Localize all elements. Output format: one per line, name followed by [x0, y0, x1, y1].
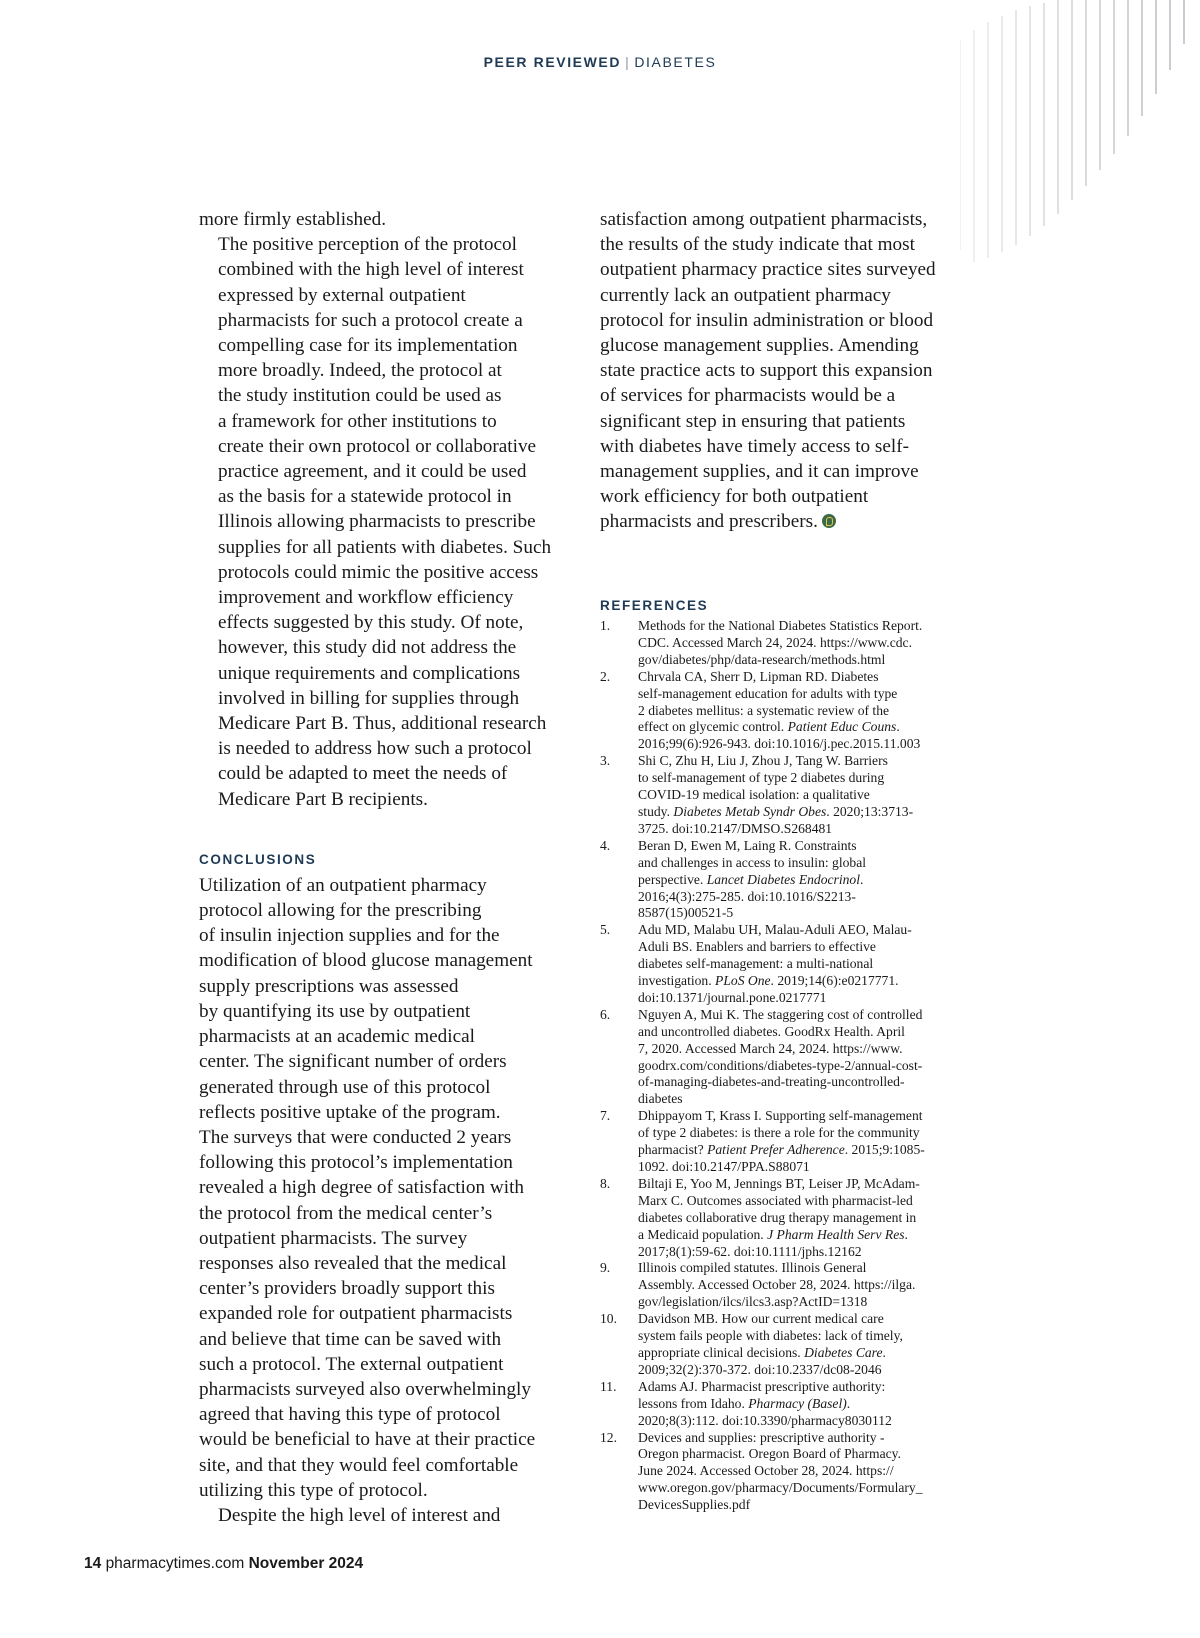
text-line: of services for pharmacists would be a [600, 385, 896, 407]
text-line: Utilization of an outpatient pharmacy [199, 874, 487, 896]
reference-line-tail: . [882, 1344, 886, 1360]
reference-line-text: Biltaji E, Yoo M, Jennings BT, Leiser JP, McAdam- [638, 1175, 920, 1191]
conclusions-paragraph-2 [199, 1503, 579, 1528]
reference-line-text: Dhippayom T, Krass I. Supporting self-management [638, 1108, 923, 1124]
text-line: such a protocol. The external outpatient [199, 1353, 504, 1375]
reference-line-text: Davidson MB. How our current medical care [638, 1311, 884, 1327]
journal-title: Pharmacy (Basel) [748, 1395, 847, 1411]
reference-line [638, 1497, 990, 1514]
journal-title: Diabetes Metab Syndr Obes [673, 803, 827, 819]
text-line: Medicare Part B recipients. [218, 788, 428, 810]
reference-line-text: CDC. Accessed March 24, 2024. https://www.cdc. [638, 634, 912, 650]
reference-line [638, 1396, 990, 1413]
reference-line-text: 2016;99(6):926-943. doi:10.1016/j.pec.2015.11.003 [638, 736, 921, 752]
text-line: modification of blood glucose management [199, 950, 533, 972]
text-line: compelling case for its implementation [218, 335, 518, 357]
text-line: management supplies, and it can improve [600, 461, 919, 483]
reference-line [638, 1091, 990, 1108]
reference-line-text: of-managing-diabetes-and-treating-uncontrolled- [638, 1074, 905, 1090]
reference-line-text: www.oregon.gov/pharmacy/Documents/Formulary_ [638, 1480, 923, 1496]
text-line: site, and that they would feel comfortable [199, 1454, 519, 1476]
reference-line [638, 1413, 990, 1430]
text-line: pharmacists at an academic medical [199, 1026, 475, 1048]
text-line: The positive perception of the protocol [218, 234, 517, 256]
text-line: by quantifying its use by outpatient [199, 1000, 471, 1022]
reference-line-text: Adu MD, Malabu UH, Malau-Aduli AEO, Malau- [638, 922, 912, 938]
reference-line [638, 905, 990, 922]
reference-item [600, 1176, 990, 1261]
reference-line [638, 922, 990, 939]
reference-item [600, 618, 990, 669]
text-line: Despite the high level of interest and [218, 1504, 501, 1526]
text-line: with diabetes have timely access to self- [600, 435, 910, 457]
reference-text [638, 922, 990, 1007]
reference-text [638, 753, 990, 838]
text-line: revealed a high degree of satisfaction with [199, 1177, 524, 1199]
header-section: PEER REVIEWED [483, 54, 622, 70]
journal-title: J Pharm Health Serv Res [767, 1226, 905, 1242]
reference-line [638, 1463, 990, 1480]
reference-line-tail: . 2019;14(6):e0217771. [770, 973, 899, 989]
text-line: work efficiency for both outpatient [600, 486, 869, 508]
reference-item [600, 753, 990, 838]
reference-line [638, 1294, 990, 1311]
references-list [600, 618, 990, 1514]
text-line: glucose management supplies. Amending [600, 335, 919, 357]
reference-line [638, 703, 990, 720]
reference-line-text: Marx C. Outcomes associated with pharmacist-led [638, 1192, 913, 1208]
text-line: the study institution could be used as [218, 385, 502, 407]
reference-line-text: diabetes [638, 1091, 683, 1107]
reference-line-text: Chrvala CA, Sherr D, Lipman RD. Diabetes [638, 668, 879, 684]
reference-number: 10. [600, 1311, 617, 1327]
text-line: center. The significant number of orders [199, 1051, 507, 1073]
reference-number: 5. [600, 922, 611, 938]
reference-number: 8. [600, 1175, 611, 1191]
reference-line-text: Aduli BS. Enablers and barriers to effective [638, 939, 876, 955]
reference-line-text: Adams AJ. Pharmacist prescriptive authority: [638, 1378, 886, 1394]
text-line: reflects positive uptake of the program. [199, 1101, 501, 1123]
text-line: satisfaction among outpatient pharmacists, [600, 209, 928, 230]
journal-title: Lancet Diabetes Endocrinol [706, 871, 860, 887]
reference-line [638, 1193, 990, 1210]
journal-title: Patient Prefer Adherence [707, 1142, 845, 1158]
text-line: utilizing this type of protocol. [199, 1479, 428, 1501]
text-line: however, this study did not address the [218, 637, 517, 659]
text-line: Medicare Part B. Thus, additional research [218, 713, 547, 735]
reference-line-text: goodrx.com/conditions/diabetes-type-2/annual-cost- [638, 1057, 923, 1073]
text-line: generated through use of this protocol [199, 1076, 491, 1098]
reference-text [638, 1108, 990, 1176]
text-line: outpatient pharmacists. The survey [199, 1227, 468, 1249]
reference-item [600, 922, 990, 1007]
reference-line [638, 1430, 990, 1447]
reference-line [638, 736, 990, 753]
reference-line-text: gov/legislation/ilcs/ilcs3.asp?ActID=1318 [638, 1294, 868, 1310]
reference-number: 6. [600, 1006, 611, 1022]
text-line: significant step in ensuring that patients [600, 410, 906, 432]
text-line: expressed by external outpatient [218, 284, 466, 306]
reference-line-text: COVID-19 medical isolation: a qualitative [638, 787, 870, 803]
reference-text [638, 1311, 990, 1379]
text-line: supplies for all patients with diabetes. Such [218, 536, 552, 558]
reference-number: 9. [600, 1260, 611, 1276]
reference-line-text: Methods for the National Diabetes Statistics Report. [638, 618, 923, 633]
reference-line-text: lessons from Idaho. [638, 1395, 749, 1411]
reference-line [638, 1227, 990, 1244]
text-line: currently lack an outpatient pharmacy [600, 284, 891, 306]
decorative-stripes [960, 0, 1200, 300]
reference-line-tail: . [846, 1395, 851, 1411]
reference-number: 12. [600, 1429, 617, 1445]
reference-line-text: 2017;8(1):59-62. doi:10.1111/jphs.12162 [638, 1243, 862, 1259]
reference-text [638, 1260, 990, 1311]
journal-title: Diabetes Care [804, 1344, 883, 1360]
reference-line [638, 618, 990, 635]
reference-line-text: 2020;8(3):112. doi:10.3390/pharmacy8030112 [638, 1412, 892, 1428]
reference-line [638, 821, 990, 838]
reference-line [638, 1210, 990, 1227]
reference-line-text: perspective. [638, 871, 707, 887]
text-line: effects suggested by this study. Of note, [218, 612, 524, 634]
header-topic: DIABETES [634, 54, 717, 70]
reference-line [638, 939, 990, 956]
reference-number: 7. [600, 1108, 611, 1124]
reference-item [600, 669, 990, 754]
reference-line-text: Beran D, Ewen M, Laing R. Constraints [638, 837, 857, 853]
text-line: as the basis for a statewide protocol in [218, 486, 512, 508]
footer-date: November 2024 [248, 1555, 364, 1572]
text-line: following this protocol’s implementation [199, 1152, 513, 1174]
reference-item [600, 1108, 990, 1176]
text-line: is needed to address how such a protocol [218, 738, 532, 760]
reference-line [638, 1446, 990, 1463]
left-paragraph-2 [199, 232, 579, 812]
reference-item [600, 838, 990, 923]
reference-line-tail: . [904, 1226, 908, 1242]
text-line: the results of the study indicate that most [600, 234, 915, 256]
reference-line [638, 838, 990, 855]
text-line: The surveys that were conducted 2 years [199, 1126, 512, 1148]
reference-line [638, 1345, 990, 1362]
reference-line-text: gov/diabetes/php/data-research/methods.html [638, 651, 886, 667]
reference-line [638, 770, 990, 787]
reference-line-text: Nguyen A, Mui K. The staggering cost of controlled [638, 1006, 923, 1022]
reference-line-text: diabetes collaborative drug therapy management in [638, 1209, 917, 1225]
reference-line-text: investigation. [638, 973, 716, 989]
reference-line-text: Devices and supplies: prescriptive authority - [638, 1429, 885, 1445]
conclusions-paragraph-1 [199, 873, 579, 1503]
text-line: center’s providers broadly support this [199, 1278, 495, 1300]
reference-number: 2. [600, 668, 611, 684]
reference-line-text: Assembly. Accessed October 28, 2024. https://ilga. [638, 1277, 916, 1293]
text-line: more broadly. Indeed, the protocol at [218, 360, 502, 382]
reference-line-text: June 2024. Accessed October 28, 2024. https:// [638, 1463, 894, 1479]
journal-title: PLoS One [715, 973, 771, 989]
reference-line [638, 990, 990, 1007]
page-number: 14 [84, 1555, 102, 1572]
page-footer [84, 1555, 363, 1573]
references-section [600, 597, 990, 1514]
reference-item [600, 1379, 990, 1430]
reference-line-tail: . 2020;13:3713- [826, 803, 914, 819]
reference-line [638, 1480, 990, 1497]
left-column [199, 207, 579, 1528]
text-line: the protocol from the medical center’s [199, 1202, 493, 1224]
text-line: responses also revealed that the medical [199, 1252, 507, 1274]
reference-text [638, 669, 990, 754]
reference-number: 1. [600, 618, 611, 633]
text-line: and believe that time can be saved with [199, 1328, 502, 1350]
reference-text [638, 838, 990, 923]
text-line: Illinois allowing pharmacists to prescribe [218, 511, 536, 533]
text-line: expanded role for outpatient pharmacists [199, 1303, 513, 1325]
reference-item [600, 1007, 990, 1108]
text-line: a framework for other institutions to [218, 410, 497, 432]
text-line: create their own protocol or collaborative [218, 435, 537, 457]
reference-line-text: 8587(15)00521-5 [638, 905, 734, 921]
reference-line [638, 1244, 990, 1261]
reference-line-text: of type 2 diabetes: is there a role for the community [638, 1125, 920, 1141]
text-line: of insulin injection supplies and for the [199, 925, 500, 947]
reference-line [638, 1159, 990, 1176]
reference-line [638, 956, 990, 973]
reference-line-text: system fails people with diabetes: lack of timely, [638, 1328, 903, 1344]
text-line: could be adapted to meet the needs of [218, 763, 508, 785]
reference-line [638, 1328, 990, 1345]
reference-text [638, 1007, 990, 1108]
reference-line [638, 804, 990, 821]
reference-line-text: appropriate clinical decisions. [638, 1344, 805, 1360]
article-end-logo-icon [822, 514, 836, 528]
reference-item [600, 1311, 990, 1379]
reference-line-text: pharmacist? [638, 1142, 708, 1158]
reference-line [638, 1311, 990, 1328]
reference-line-text: self-management education for adults with type [638, 685, 898, 701]
text-line: pharmacists surveyed also overwhelmingly [199, 1378, 531, 1400]
reference-text [638, 1176, 990, 1261]
reference-line-text: 3725. doi:10.2147/DMSO.S268481 [638, 820, 833, 836]
reference-item [600, 1430, 990, 1515]
reference-line [638, 1142, 990, 1159]
reference-line [638, 1058, 990, 1075]
reference-line [638, 889, 990, 906]
header-separator: | [625, 54, 631, 70]
reference-item [600, 1260, 990, 1311]
reference-line-text: Illinois compiled statutes. Illinois General [638, 1260, 867, 1276]
reference-line [638, 973, 990, 990]
reference-line-text: effect on glycemic control. [638, 719, 788, 735]
reference-line [638, 635, 990, 652]
reference-line-tail: . [896, 719, 900, 735]
text-line: pharmacists for such a protocol create a [218, 309, 523, 331]
reference-line-tail: . [860, 871, 864, 887]
reference-line [638, 652, 990, 669]
reference-line-text: 7, 2020. Accessed March 24, 2024. https://www. [638, 1040, 903, 1056]
right-column [600, 207, 985, 535]
reference-line-text: DevicesSupplies.pdf [638, 1497, 751, 1513]
reference-line [638, 719, 990, 736]
reference-line-text: 2016;4(3):275-285. doi:10.1016/S2213- [638, 888, 856, 904]
reference-line [638, 1108, 990, 1125]
reference-line [638, 1362, 990, 1379]
reference-line [638, 787, 990, 804]
reference-line-text: Shi C, Zhu H, Liu J, Zhou J, Tang W. Barriers [638, 753, 888, 769]
text-line: protocol allowing for the prescribing [199, 900, 482, 922]
text-line: state practice acts to support this expansion [600, 360, 933, 382]
text-line: protocols could mimic the positive access [218, 561, 539, 583]
reference-line [638, 1260, 990, 1277]
reference-line-text: 2009;32(2):370-372. doi:10.2337/dc08-2046 [638, 1361, 882, 1377]
reference-line-text: and challenges in access to insulin: global [638, 854, 867, 870]
text-line: agreed that having this type of protocol [199, 1404, 501, 1426]
left-paragraph-1 [199, 207, 579, 232]
text-line: pharmacists and prescribers. [600, 509, 985, 534]
reference-text [638, 1379, 990, 1430]
text-line: would be beneficial to have at their practice [199, 1429, 536, 1451]
right-paragraph-1 [600, 207, 985, 535]
reference-line [638, 1007, 990, 1024]
reference-line [638, 855, 990, 872]
reference-line-tail: . 2015;9:1085- [844, 1142, 925, 1158]
reference-number: 4. [600, 837, 611, 853]
text-line: outpatient pharmacy practice sites surveyed [600, 259, 936, 281]
reference-line [638, 1041, 990, 1058]
references-heading: REFERENCES [600, 598, 709, 613]
reference-line [638, 686, 990, 703]
reference-line-text: 1092. doi:10.2147/PPA.S88071 [638, 1159, 810, 1174]
reference-line [638, 1176, 990, 1193]
reference-line-text: 2 diabetes mellitus: a systematic review of the [638, 702, 890, 718]
reference-number: 11. [600, 1378, 617, 1394]
reference-line-text: Oregon pharmacist. Oregon Board of Pharmacy. [638, 1446, 901, 1462]
reference-line [638, 872, 990, 889]
reference-line-text: and uncontrolled diabetes. GoodRx Health. April [638, 1023, 905, 1039]
reference-line [638, 1125, 990, 1142]
reference-line [638, 1277, 990, 1294]
text-line: involved in billing for supplies through [218, 687, 520, 709]
reference-line-text: a Medicaid population. [638, 1226, 768, 1242]
conclusions-heading: CONCLUSIONS [199, 851, 317, 867]
reference-line-text: diabetes self-management: a multi-national [638, 956, 874, 972]
reference-text [638, 1430, 990, 1515]
reference-text [638, 618, 990, 669]
reference-line-text: doi:10.1371/journal.pone.0217771 [638, 989, 827, 1005]
footer-site: pharmacytimes.com [105, 1555, 245, 1572]
text-line: combined with the high level of interest [218, 259, 524, 281]
text-line: supply prescriptions was assessed [199, 975, 459, 997]
text-line: improvement and workflow efficiency [218, 587, 514, 609]
reference-number: 3. [600, 753, 611, 769]
text-line: protocol for insulin administration or blood [600, 309, 934, 331]
reference-line [638, 1074, 990, 1091]
text-line: practice agreement, and it could be used [218, 461, 527, 483]
journal-title: Patient Educ Couns [787, 719, 897, 735]
reference-line [638, 669, 990, 686]
reference-line [638, 753, 990, 770]
text-line: more firmly established. [199, 209, 387, 230]
reference-line-text: to self-management of type 2 diabetes during [638, 770, 885, 786]
reference-line-text: study. [638, 803, 674, 819]
text-line: unique requirements and complications [218, 662, 521, 684]
reference-line [638, 1379, 990, 1396]
reference-line [638, 1024, 990, 1041]
